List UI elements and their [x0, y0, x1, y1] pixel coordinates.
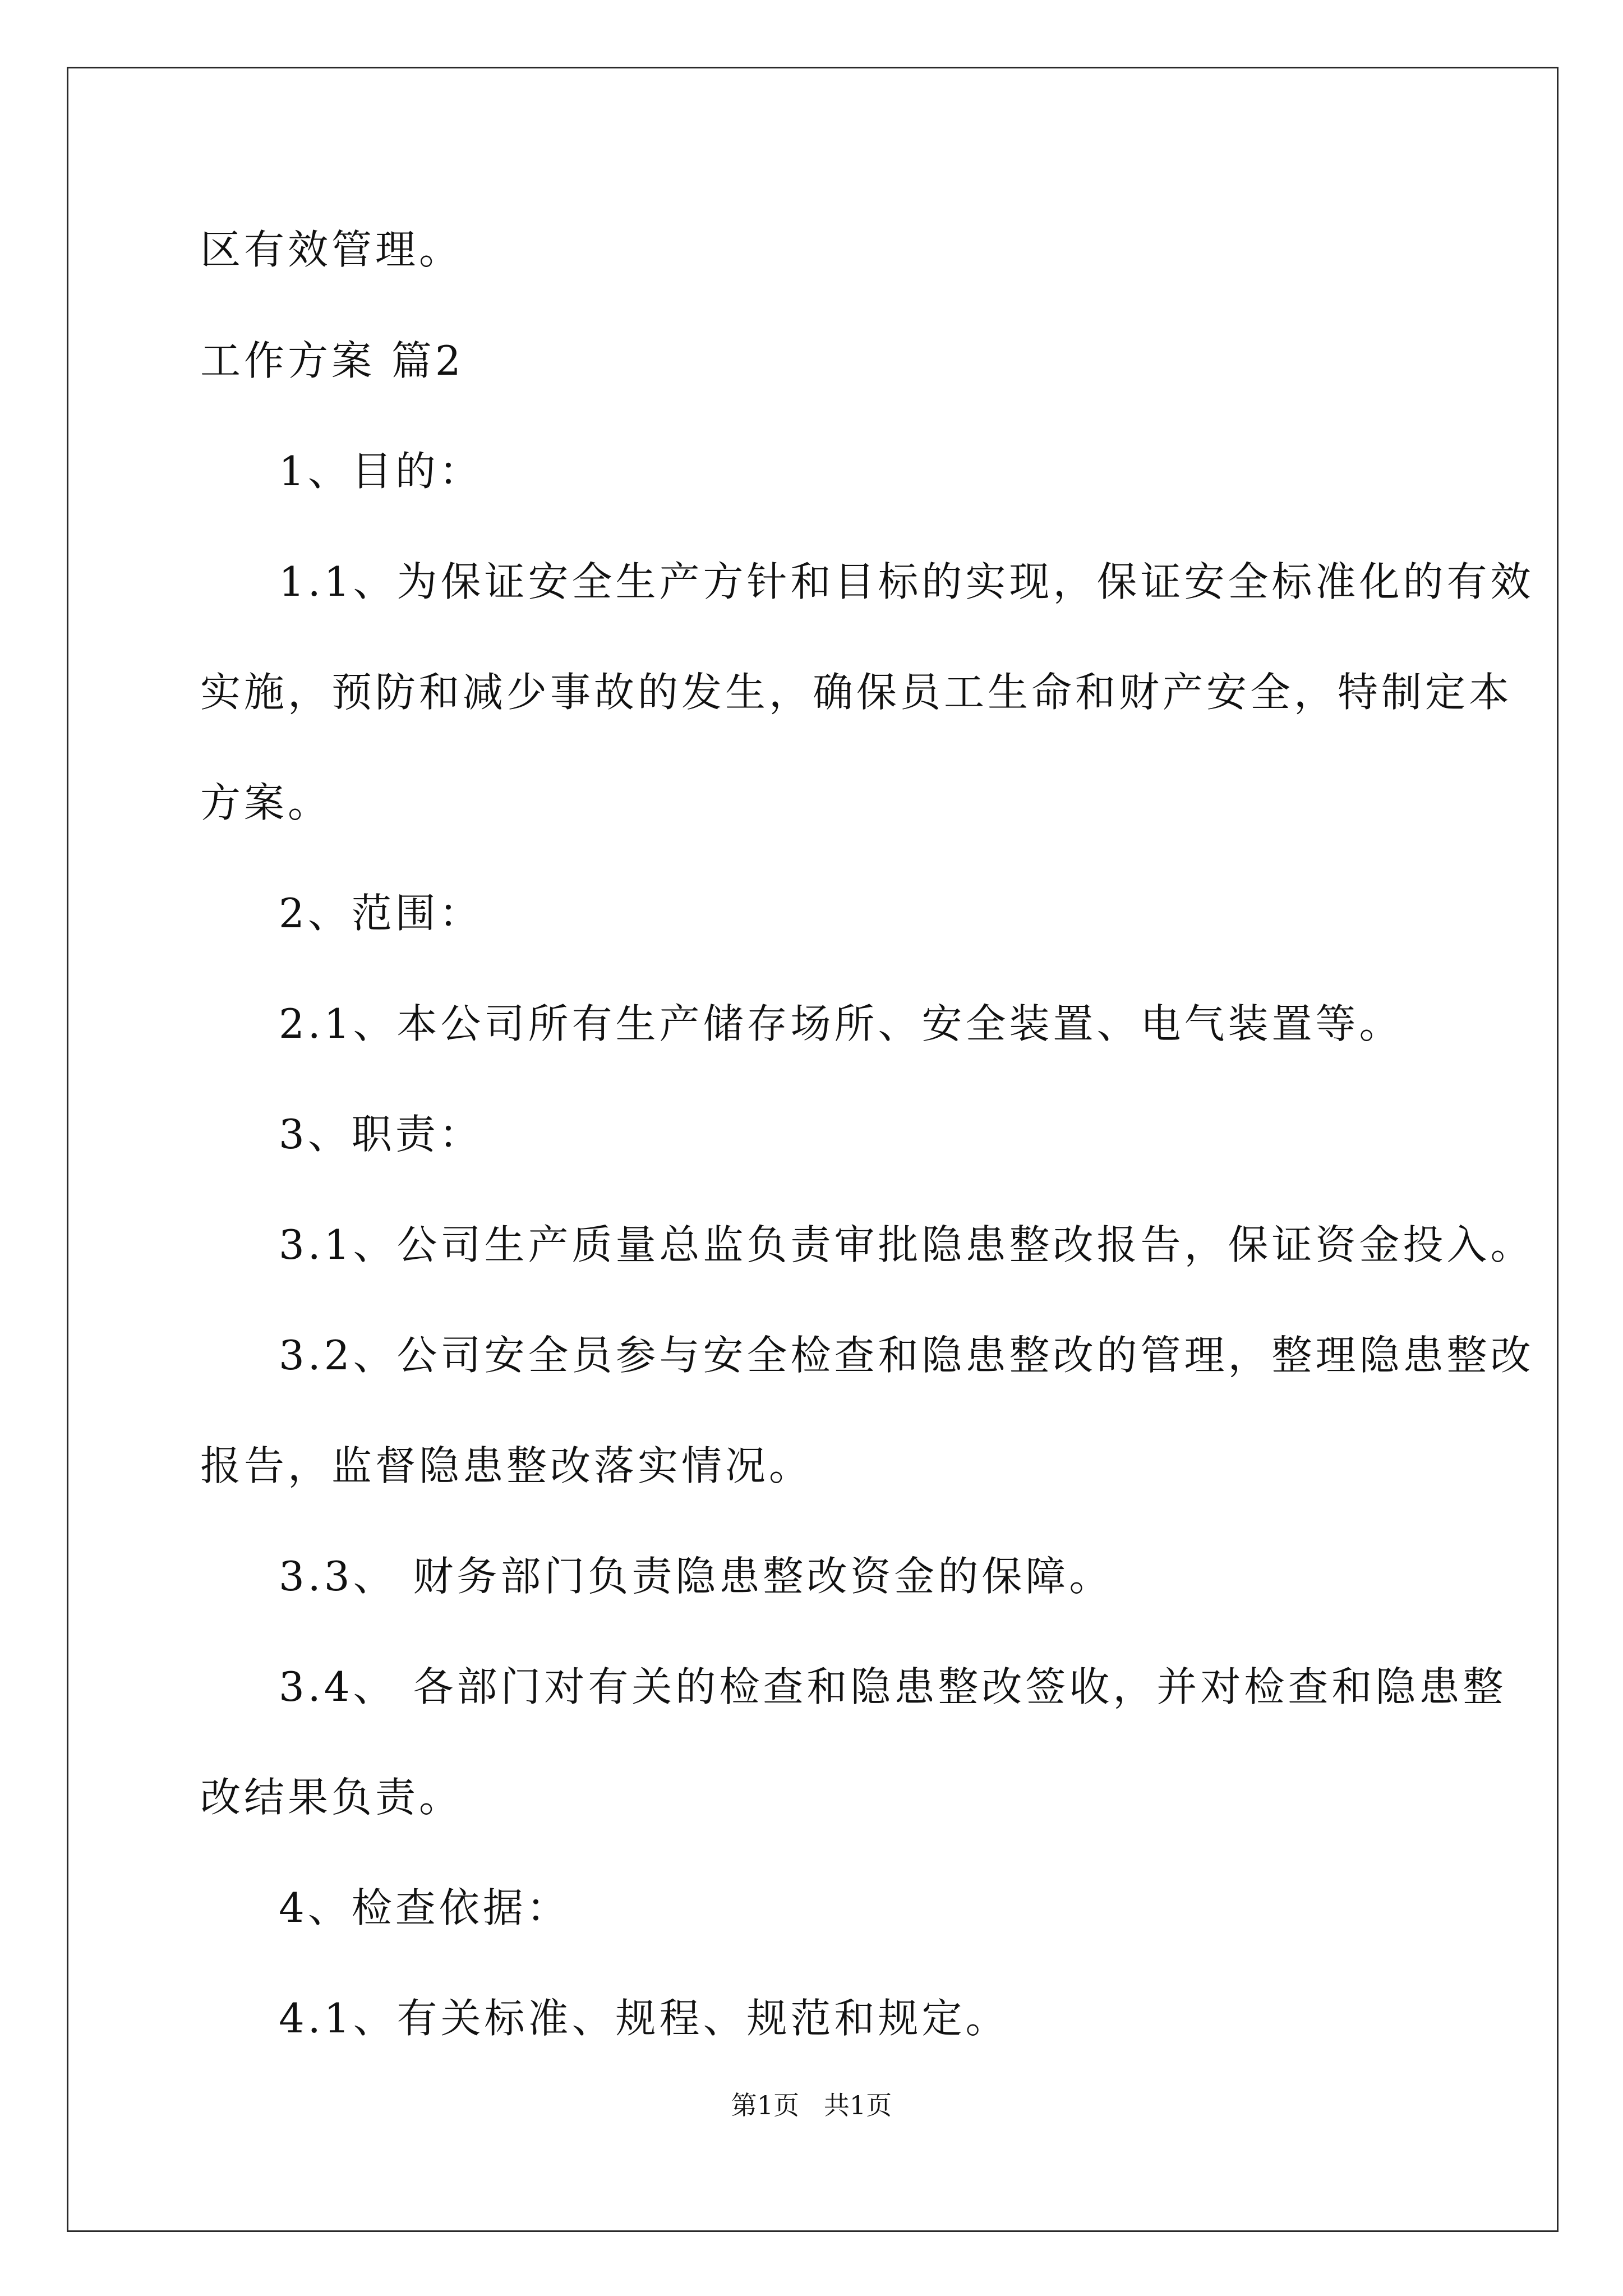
text-line: 方案。 — [200, 779, 332, 826]
text-line: 实施，预防和减少事故的发生，确保员工生命和财产安全，特制定本 — [200, 669, 1513, 716]
text-line: 改结果负责。 — [200, 1774, 463, 1821]
text-line: 2.1、本公司所有生产储存场所、安全装置、电气装置等。 — [279, 1000, 1403, 1047]
text-line: 4、检查依据： — [279, 1884, 570, 1931]
text-line: 3.2、公司安全员参与安全检查和隐患整改的管理，整理隐患整改 — [279, 1332, 1534, 1379]
text-line: 报告，监督隐患整改落实情况。 — [200, 1442, 813, 1489]
page-footer: 第1页 共1页 — [731, 2090, 892, 2120]
section-heading: 工作方案 篇2 — [200, 337, 464, 384]
text-line: 1.1、为保证安全生产方针和目标的实现，保证安全标准化的有效 — [279, 558, 1534, 605]
text-line: 3.3、 财务部门负责隐患整改资金的保障。 — [279, 1553, 1113, 1600]
text-line: 1、目的： — [279, 448, 483, 495]
text-line: 3.1、公司生产质量总监负责审批隐患整改报告，保证资金投入。 — [279, 1221, 1534, 1268]
text-line: 区有效管理。 — [200, 226, 463, 273]
text-line: 3、职责： — [279, 1111, 483, 1158]
text-line: 2、范围： — [279, 890, 483, 937]
text-line: 3.4、 各部门对有关的检查和隐患整改签收，并对检查和隐患整 — [279, 1663, 1507, 1710]
text-line: 4.1、有关标准、规程、规范和规定。 — [279, 1995, 1009, 2042]
